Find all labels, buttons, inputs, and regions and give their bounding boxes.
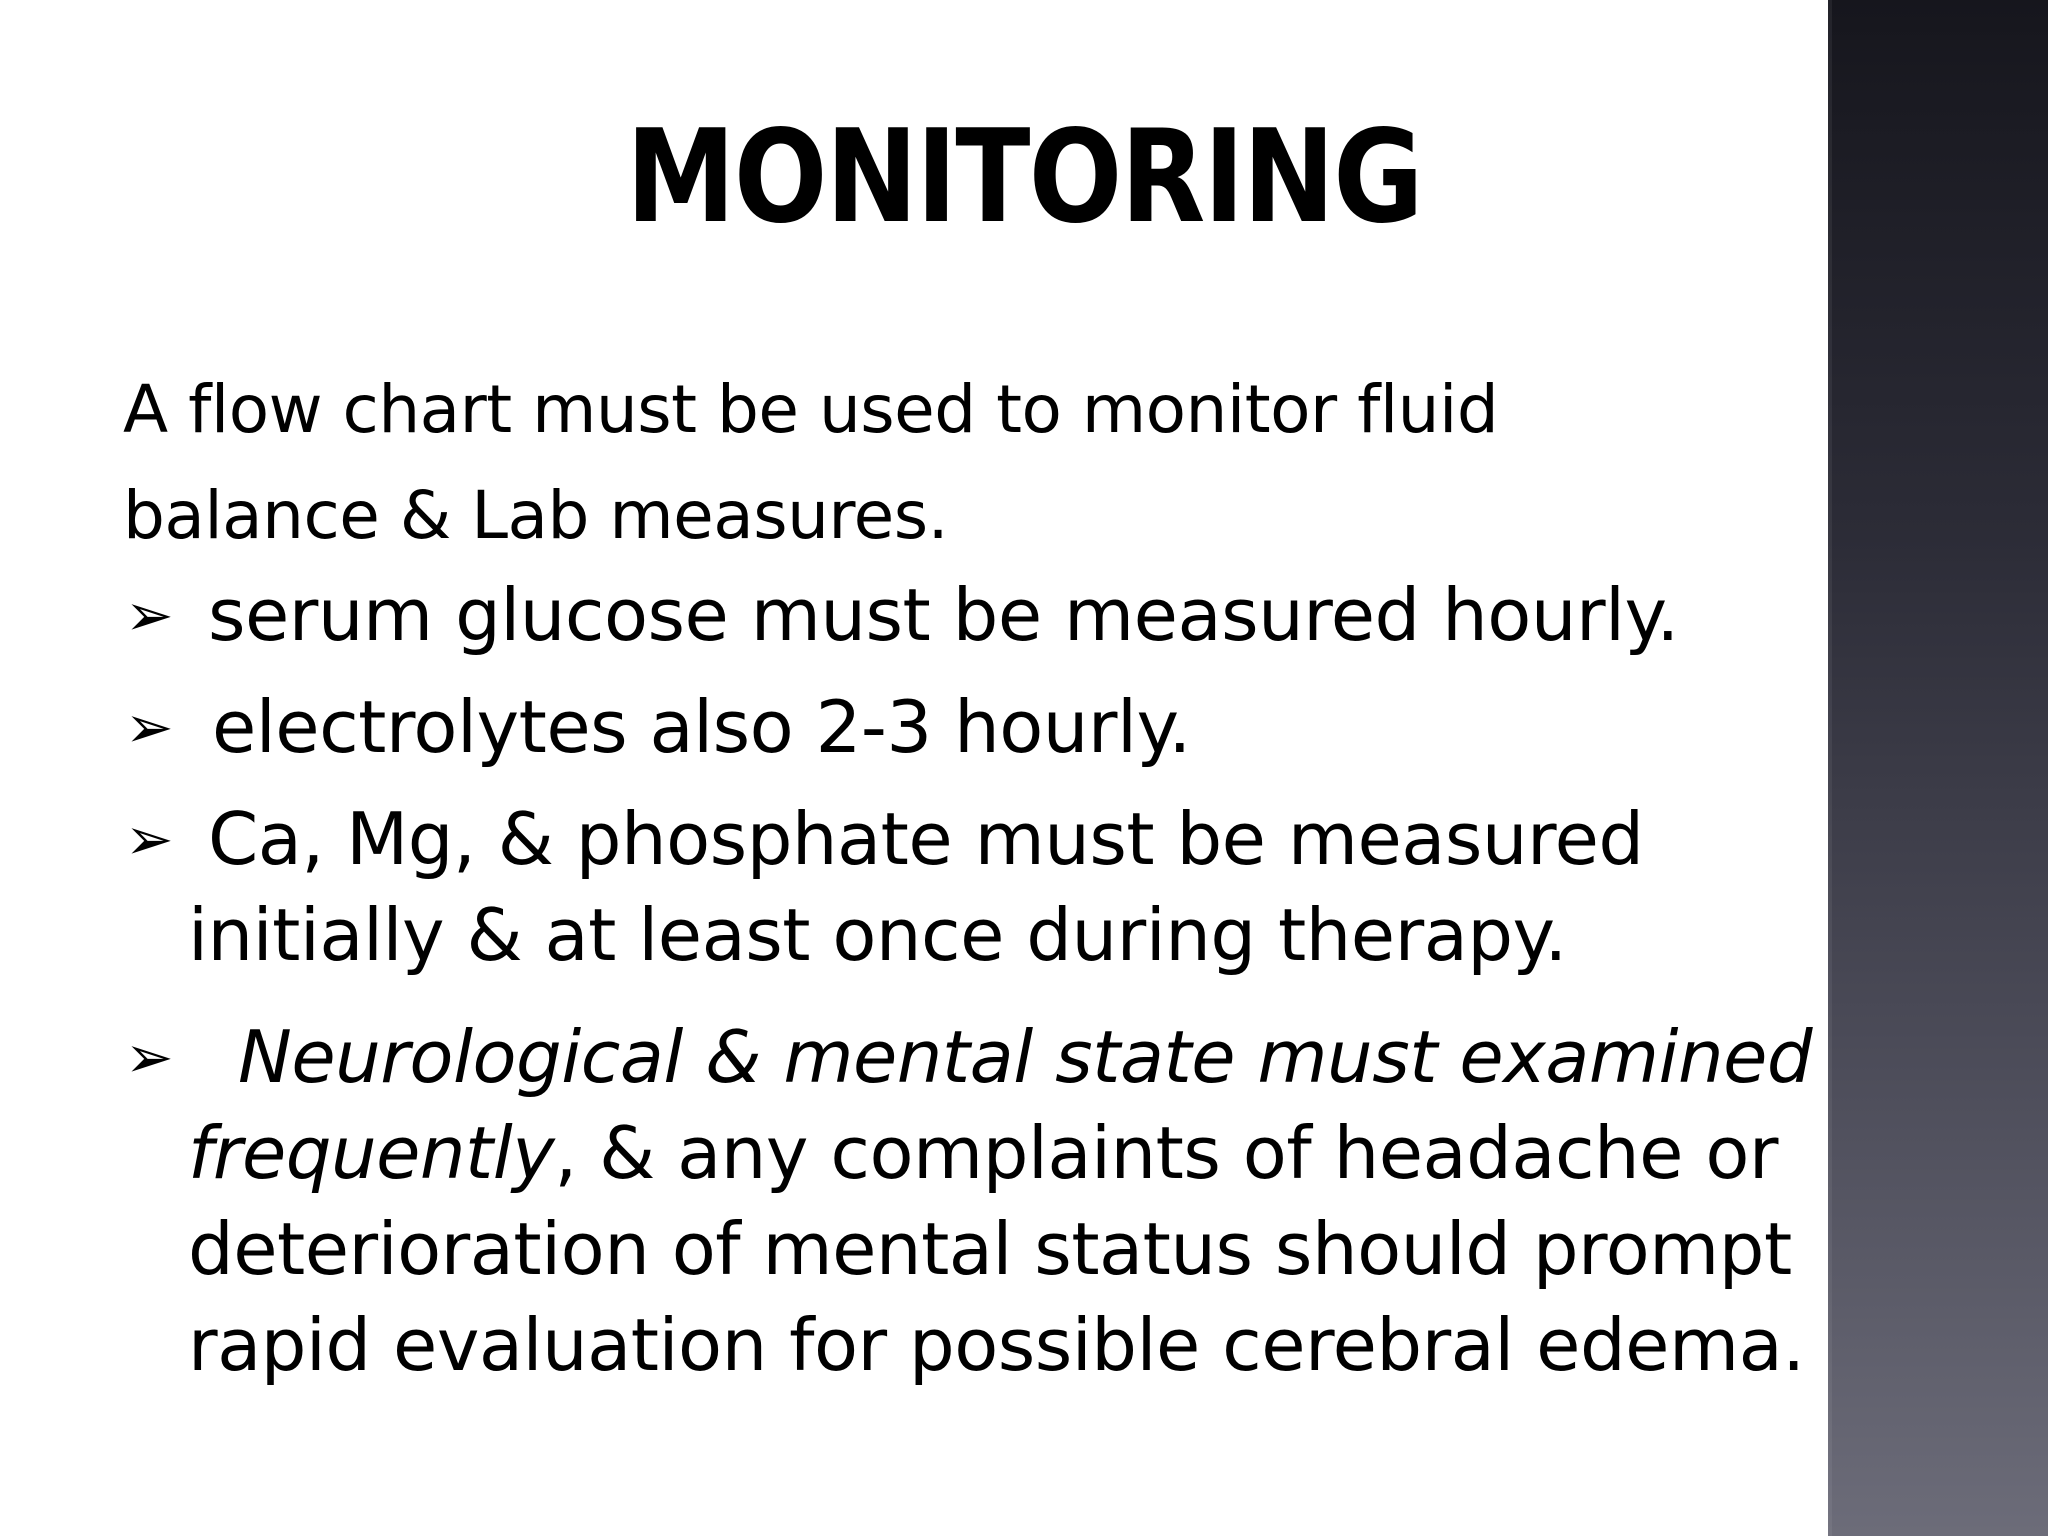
bullet-item [123, 791, 1823, 1009]
italic-emphasis: Neurological & mental state must examined [238, 1015, 1813, 1099]
arrow-bullet-icon: ➢ [125, 805, 174, 873]
bullet-text: serum glucose must be measured hourly. [208, 573, 1679, 657]
bullet-item [123, 567, 1823, 679]
bullet-text: deterioration of mental status should prompt [188, 1207, 1792, 1291]
bullet-item [123, 679, 1823, 791]
bullet-text [188, 1105, 1823, 1201]
arrow-bullet-icon: ➢ [125, 1023, 174, 1091]
bullet-text: rapid evaluation for possible cerebral edema. [188, 1303, 1805, 1387]
bullet-text: Ca, Mg, & phosphate must be measured [208, 797, 1644, 881]
arrow-bullet-icon: ➢ [125, 581, 174, 649]
bullet-list [123, 567, 1823, 1393]
arrow-bullet-icon: ➢ [125, 693, 174, 761]
bullet-text-rest: , & any complaints of headache or [554, 1111, 1778, 1195]
bullet-text: initially & at least once during therapy. [188, 893, 1567, 977]
intro-line: balance & Lab measures. [123, 477, 949, 554]
bullet-text [188, 1009, 1823, 1105]
italic-emphasis: frequently [188, 1111, 555, 1195]
intro-line: A flow chart must be used to monitor fluid [123, 371, 1499, 448]
bullet-item [123, 1009, 1823, 1393]
intro-paragraph [123, 357, 1498, 569]
bullet-text: electrolytes also 2-3 hourly. [212, 685, 1191, 769]
slide-title: MONITORING [626, 103, 1422, 252]
